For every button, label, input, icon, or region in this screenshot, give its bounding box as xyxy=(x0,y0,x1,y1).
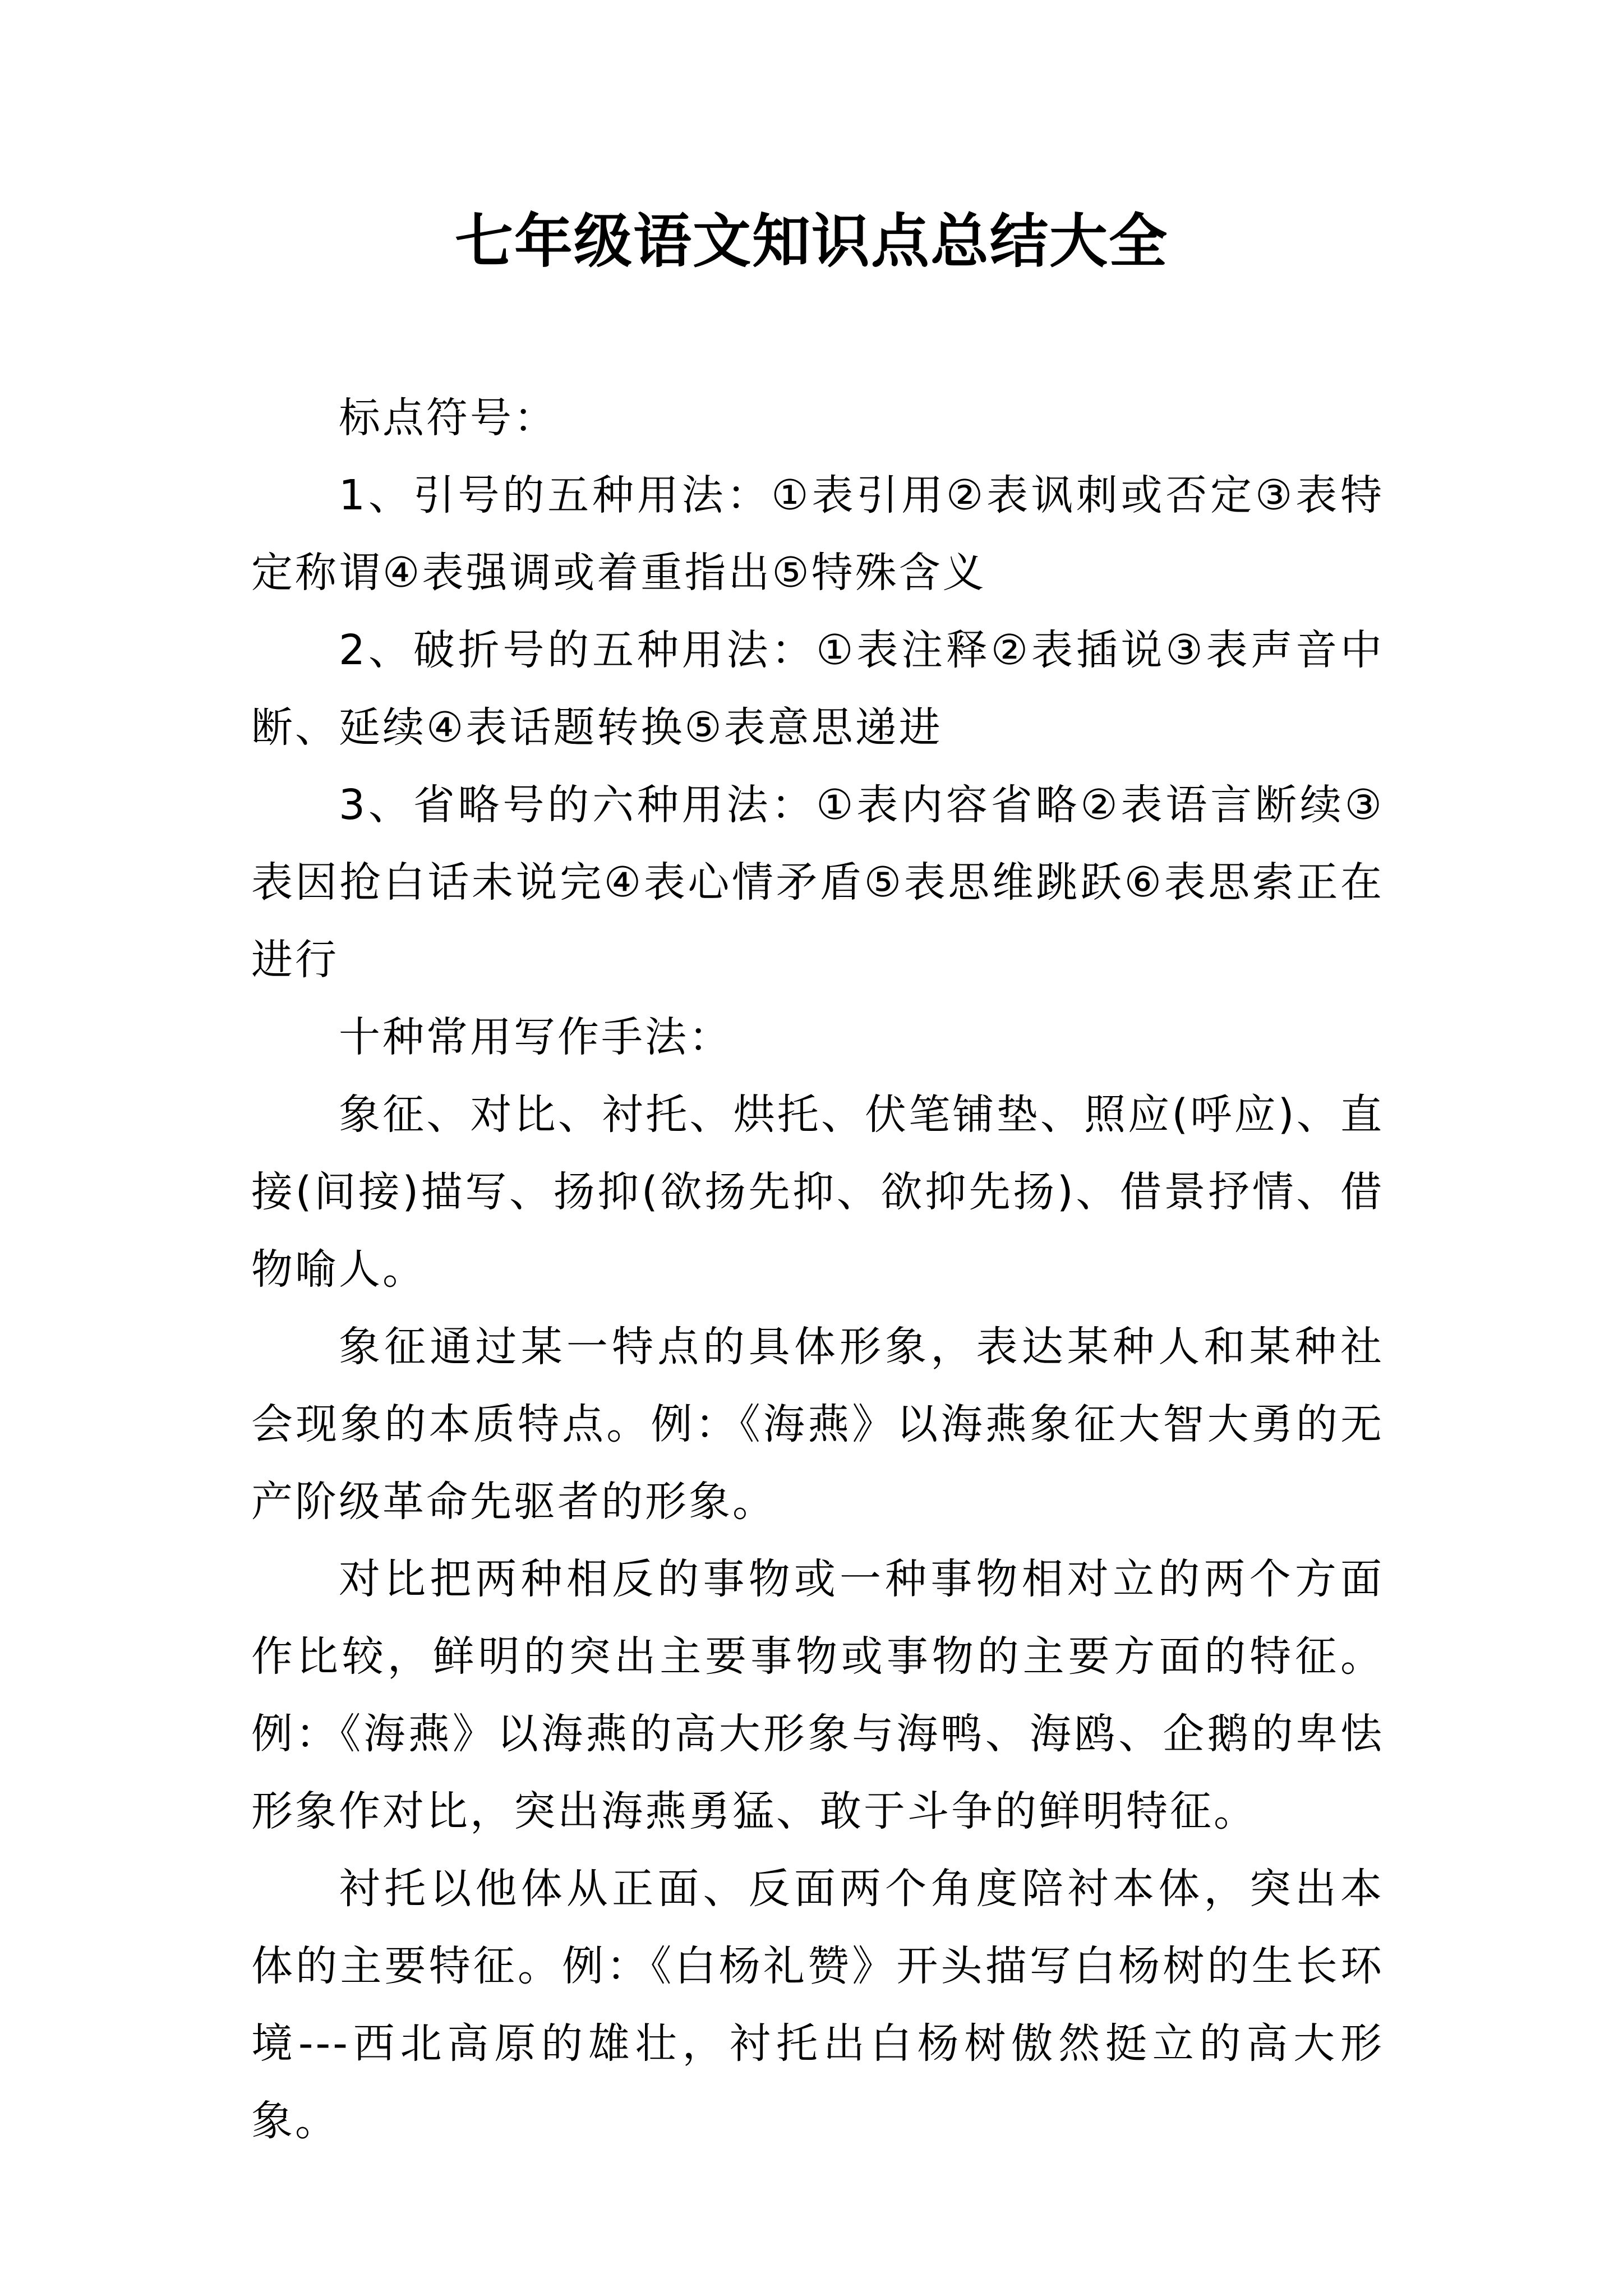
document-title: 七年级语文知识点总结大全 xyxy=(454,206,1168,275)
paragraph-contrast: 对比把两种相反的事物或一种事物相对立的两个方面作比较，鲜明的突出主要事物或事物的主要方面的特征。例：《海燕》以海燕的高大形象与海鸭、海鸥、企鹅的卑怯形象作对比，突出海燕勇猛、敢于斗争的鲜明特征。 xyxy=(251,1555,1384,1835)
paragraph-dash: 2、破折号的五种用法：①表注释②表插说③表声音中断、延续④表话题转换⑤表意思递进 xyxy=(251,626,1384,752)
paragraph-foil: 衬托以他体从正面、反面两个角度陪衬本体，突出本体的主要特征。例：《白杨礼赞》开头描写白杨树的生长环境---西北高原的雄壮，衬托出白杨树傲然挺立的高大形象。 xyxy=(251,1865,1384,2145)
paragraph-symbolism: 象征通过某一特点的具体形象，表达某种人和某种社会现象的本质特点。例：《海燕》以海燕象征大智大勇的无产阶级革命先驱者的形象。 xyxy=(251,1323,1384,1526)
paragraph-punctuation-heading: 标点符号： xyxy=(339,394,557,442)
paragraph-quotation-marks: 1、引号的五种用法：①表引用②表讽刺或否定③表特定称谓④表强调或着重指出⑤特殊含义 xyxy=(251,471,1384,597)
paragraph-ellipsis: 3、省略号的六种用法：①表内容省略②表语言断续③表因抢白话未说完④表心情矛盾⑤表思维跳跃⑥表思索正在进行 xyxy=(251,781,1384,984)
paragraph-techniques-list: 象征、对比、衬托、烘托、伏笔铺垫、照应(呼应)、直接(间接)描写、扬抑(欲扬先抑、欲抑先扬)、借景抒情、借物喻人。 xyxy=(251,1091,1384,1294)
paragraph-writing-techniques-heading: 十种常用写作手法： xyxy=(339,1013,732,1061)
document-body xyxy=(251,379,1384,2160)
